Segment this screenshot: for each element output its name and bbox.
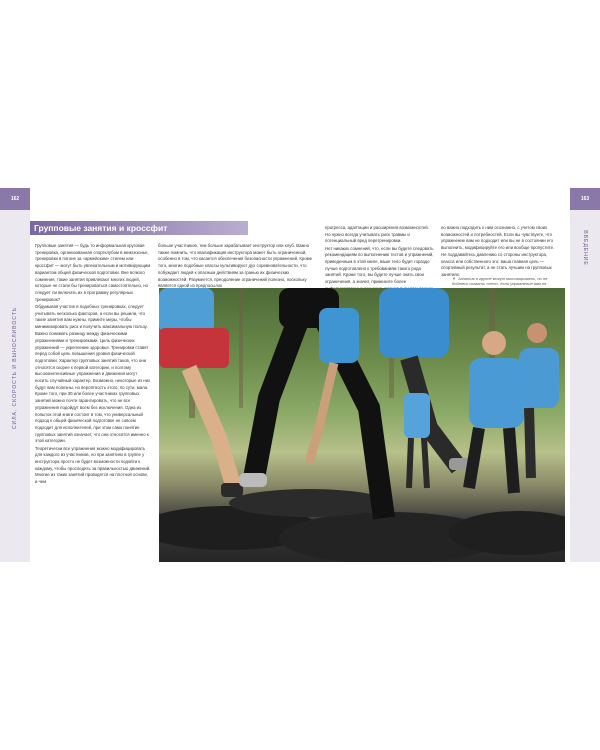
page-number-right: 163 bbox=[570, 188, 600, 210]
paragraph: прогресса, адаптации и расширения возможностей. Но нужно всегда учитывать риск травмы и потенциальный вред перетренировки. bbox=[325, 225, 429, 244]
paragraph: Важно понимать разницу между физическими упражнениями и тренировками. Цель физических упражнений — укрепление здоровья. Тренировки ставят перед собой цель повышения уровня физической подготовки. Характер групповых занятий таков, что они относятся скорее к первой категории, и поэтому высокоинтенсивные упражнения и движения могут носить случайный характер. Возможно, некоторые из них будут вам полезны, но вероятность этого, по сути, мала. Кроме того, при 30 или более участниках групповых занятий можно почти гарантировать, что не все упражнения подойдут всем без исключения. Одна из попыток этой книги состоит в том, что универсальный подход к общей физической подготовке не совсем подходит для исполнителей, при этом само понятие групповых занятий означает, что они относятся именно к этой категории. bbox=[35, 331, 151, 444]
title-bar bbox=[30, 221, 248, 235]
triangle-icon: ▼ bbox=[452, 276, 456, 281]
paragraph: Обдумывая участие в подобных тренировках, следует учитывать несколько факторов, а если вы решили, что такие занятия вам нужны, примите меры, чтобы минимизировать риск и получить максимальную пользу. bbox=[35, 303, 148, 329]
text-column-4 bbox=[441, 225, 559, 279]
caption-text: Занятия в группе могут мотивировать, но не бойтесь сказать «нет», если упражнение вам не bbox=[452, 276, 548, 287]
outdoor-group-training-photo bbox=[159, 288, 565, 562]
photo-illustration bbox=[159, 288, 565, 562]
text-column-1 bbox=[35, 243, 151, 486]
book-spread bbox=[0, 188, 600, 562]
page-number-left: 162 bbox=[0, 188, 30, 210]
paragraph: Нет никаких сомнений, что, если вы будете следовать рекомендациям по выполнению тестов и упражнений, приведенным в этой книге, ваше тело будет гораздо лучше подготовлено к требованиям такого рода занятий. Кроме того, вы будете лучше знать свои ограничения, а значит, примените более bbox=[325, 245, 434, 285]
paragraph: Теоретически все упражнения можно модифицировать для каждого из участников, но при занятиях в группе у инструктора просто не будет возможности подойти к каждому, чтобы проследить за правильностью движений. Многие из таких занятий проводятся на плотной основе, и чем bbox=[35, 445, 151, 485]
page-title: Групповые занятия и кроссфит bbox=[34, 223, 168, 233]
section-label-right: ВВЕДЕНИЕ bbox=[582, 230, 588, 266]
paragraph: больше участников, тем больше зарабатывает инструктор или клуб. Важно также помнить, что квалификация инструктора может быть ограниченной, особенно в том, что касается обеспечения безопасности упражнений. Кроме того, многие подобные классы культивируют дух соревновательности, что побуждает людей к опасным действиям за гранью их физических возможностей. Разумеется, преодоление ограничений полезно, поскольку является одной из предпосылок bbox=[158, 243, 312, 289]
text-column-2 bbox=[158, 243, 318, 290]
paragraph: но важно подходить к ним осознанно, с учетом своих возможностей и потребностей. Если вы чувствуете, что упражнение вам не подходит или вы не в состоянии его выполнить, модифицируйте его или вообще пропустите. Не поддавайтесь давлению со стороны инструктора, класса или собственного эго: ваша главная цель — спортивный результат, а не стать лучшим на групповых занятиях. bbox=[441, 225, 555, 277]
section-label-left: СИЛА, СКОРОСТЬ И ВЫНОСЛИВОСТЬ bbox=[12, 306, 18, 430]
paragraph: Групповые занятия — будь то информальная круговая тренировка, организованная спортклубом в межсезонье, тренировки в погоне за «армейским» стилем или кроссфит — могут быть увлекательным и мотивирующим вариантом общей физической подготовки. Вне всякого сомнения, такие занятия привлекают многих людей, которые не стали бы тренироваться самостоятельно, но следует ли включать их в программу регулярных тренировок? bbox=[35, 243, 151, 302]
